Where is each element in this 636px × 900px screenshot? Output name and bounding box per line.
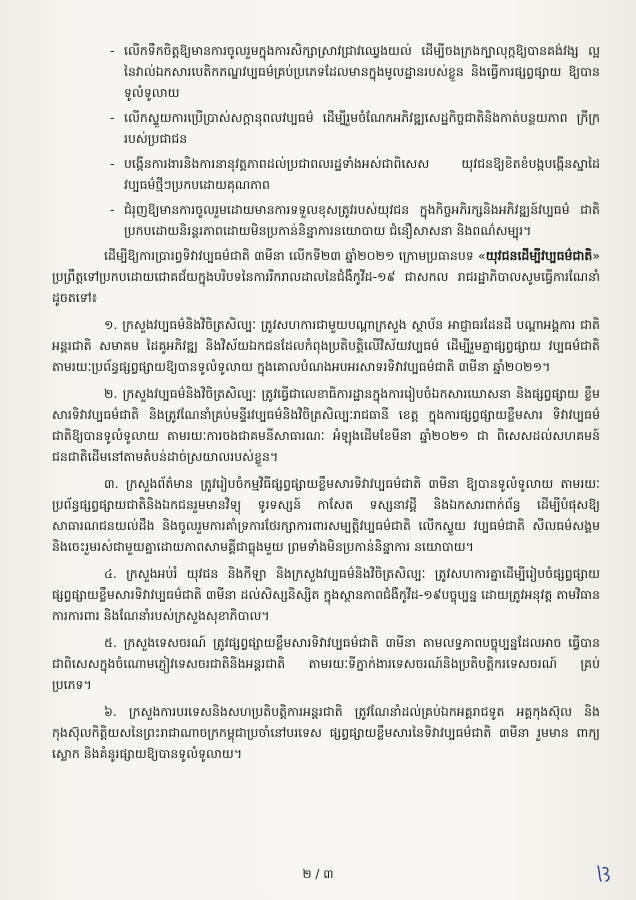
instruction-item-2: ២. ក្រសួងវប្បធម៌និងវិចិត្រសិល្បៈ ត្រូវធ្វើជាលេខាធិការដ្ឋានក្នុងការរៀបចំឯកសារឃោសនា និងផ្សព្វផ្សាយ ខ្លឹមសារទិវាវប្បធម៌ជាតិ និងត្រូវណែនាំគ្រប់មន្ទីរវប្បធម៌និងវិចិត្រសិល្បៈរាជធានី ខេត្ត ក្នុងការផ្សព្វផ្សាយខ្លឹមសារ ទិវាវប្បធម៌ជាតិឱ្យបានទូលំទូលាយ តាមរយៈការចងជាគមនីសាធារណៈ អំឡុងដើមខែមីនា ឆ្នាំ២០២១ ជា ពិសេសដល់សហគមន៍ជនជាតិដើមនៅតាមតំបន់ដាច់ស្រយាលរបស់ខ្លួន។	[52, 386, 600, 464]
objective-bullet-list	[110, 40, 600, 241]
bullet-item: - លើកស្ទួយការប្រើប្រាស់សក្តានុពលវប្បធម៌ ដើម្បីរួមចំណែកអភិវឌ្ឍសេដ្ឋកិច្ចជាតិនិងកាត់បន្ថយភាព ក្រីក្ររបស់ប្រជាជន	[110, 107, 600, 149]
document-body	[52, 40, 600, 770]
page-number: ២ / ៣	[302, 867, 334, 881]
instruction-item-1: ១. ក្រសួងវប្បធម៌និងវិចិត្រសិល្បៈ ត្រូវសហការជាមួយបណ្តាក្រសួង ស្ថាប័ន អាជ្ញាធរដែនដី បណ្តាអង្គការ ជាតិ អន្តរជាតិ សមាគម ដៃគូអភិវឌ្ឍ និងវិស័យឯកជនដែលកំពុងប្រតិបត្តិលើវិស័យវប្បធម៌ ដើម្បីរួមគ្នាផ្សព្វផ្សាយ វប្បធម៌ជាតិ តាមរយៈប្រព័ន្ធផ្សព្វផ្សាយឱ្យបានទូលំទូលាយ ក្នុងគោលបំណងអបអរសាទរទិវាវប្បធម៌ជាតិ ៣មីនា ឆ្នាំ២០២១។	[52, 317, 600, 374]
instruction-item-4: ៤. ក្រសួងអប់រំ យុវជន និងកីឡា និងក្រសួងវប្បធម៌និងវិចិត្រសិល្បៈ ត្រូវសហការគ្នាដើម្បីរៀបចំផ្សព្វផ្សាយ ផ្សព្វផ្សាយខ្លឹមសារទិវាវប្បធម៌ជាតិ ៣មីនា ដល់សិស្សនិស្សិត ក្នុងស្ថានភាពជំងឺកូវីដ-១៩បច្ចុប្បន្ន ដោយត្រូវអនុវត្ត តាមវិធានការការពារ និងណែនាំរបស់ក្រសួងសុខាភិបាល។	[52, 566, 600, 623]
bullet-item: - ជំរុញឱ្យមានការចូលរួមដោយមានការទទួលខុសត្រូវរបស់យុវជន ក្នុងកិច្ចអភិរក្សនិងអភិវឌ្ឍន៍វប្បធម៌ ជាតិប្រកបដោយនិរន្តរភាពដោយមិនប្រកាន់និន្នាការនយោបាយ ជំនឿសាសនា និងពណ៌សម្បុរ។	[110, 199, 600, 241]
intro-text: ដើម្បីឱ្យការប្រារព្ធទិវាវប្បធម៌ជាតិ ៣មីនា លើកទី២៣ ឆ្នាំ២០២១ ក្រោមប្រធានបទ «	[104, 248, 486, 263]
intro-paragraph	[52, 245, 600, 308]
instruction-item-3: ៣. ក្រសួងព័ត៌មាន ត្រូវរៀបចំកម្មវិធីផ្សព្វផ្សាយខ្លឹមសារទិវាវប្បធម៌ជាតិ ៣មីនា ឱ្យបានទូលំទូលាយ តាមរយៈប្រព័ន្ធផ្សព្វផ្សាយជាតិនិងឯកជនរួមមានវិទ្យុ ទូរទស្សន៍ កាសែត ទស្សនាវដ្តី និងឯកសារពាក់ព័ន្ធ ដើម្បីបំផុសឱ្យ សាធារណជនយល់ដឹង និងចូលរួមការគាំទ្រការថែរក្សាការពារសម្បត្តិវប្បធម៌ជាតិ លើកស្ទួយ វប្បធម៌ជាតិ សីលធម៌សង្គម និងចេះរួមរស់ជាមួយគ្នាដោយភាពសាមគ្គីជាធ្លុងមួយ ព្រមទាំងមិនប្រកាន់និន្នាការ នយោបាយ។	[52, 476, 600, 554]
instruction-item-6: ៦. ក្រសួងការបរទេសនិងសហប្រតិបត្តិការអន្តរជាតិ ត្រូវណែនាំដល់គ្រប់ឯកអគ្គរាជទូត អគ្គកុងស៊ុល និងកុងស៊ុលកិត្តិយសនៃព្រះរាជាណាចក្រកម្ពុជាប្រចាំនៅបរទេស ផ្សព្វផ្សាយខ្លឹមសារនៃទិវាវប្បធម៌ជាតិ ៣មីនា រួមមាន ពាក្យស្លោក និងគំនូរផ្សាយឱ្យបានទូលំទូលាយ។	[52, 704, 600, 761]
bullet-item: - បង្កើនការងារនិងការនានុវត្តភាពដល់ប្រជាពលរដ្ឋទាំងអស់ជាពិសេស យុវជនឱ្យខិតខំបង្កបង្កើនស្នាដៃ វប្បធម៌ថ្មីៗប្រកបដោយគុណភាព	[110, 153, 600, 195]
intro-theme: យុវជនដើម្បីវប្បធម៌ជាតិ	[485, 248, 593, 263]
intro-rest: » ប្រព្រឹត្តទៅប្រកបដោយជោគជ័យក្នុងបរិបទនៃការរីករាលដាលនៃជំងឺកូវីដ-១៩ ជាសកល រាជរដ្ឋាភិបាលសូមធ្វើការណែនាំដូចតទៅ៖	[52, 248, 600, 305]
initials-signature-icon	[594, 862, 616, 884]
instruction-item-5: ៥. ក្រសួងទេសចរណ៍ ត្រូវផ្សព្វផ្សាយខ្លឹមសារទិវាវប្បធម៌ជាតិ ៣មីនា តាមលទ្ធភាពបច្ចុប្បន្នដែលអាច ធ្វើបាន ជាពិសេសក្នុងចំណោមភ្ញៀវទេសចរជាតិនិងអន្តរជាតិ តាមរយៈទីភ្នាក់ងារទេសចរណ៍និងប្រតិបត្តិករទេសចរណ៍ គ្រប់ប្រភេទ។	[52, 635, 600, 692]
bullet-item: - លើកទឹកចិត្តឱ្យមានការចូលរួមក្នុងការសិក្សាស្រាវជ្រាវឈ្វេងយល់ ដើម្បីចងក្រងក្បាលុក្កឱ្យបានគង់វង្ស ល្អនៃវាល់ឯកសារបេតិកភណ្ឌវប្បធម៌គ្រប់ប្រភេទដែលមានក្នុងមូលដ្ឋានរបស់ខ្លួន និងធ្វើការផ្សព្វផ្សាយ ឱ្យបានទូលំទូលាយ	[110, 40, 600, 103]
